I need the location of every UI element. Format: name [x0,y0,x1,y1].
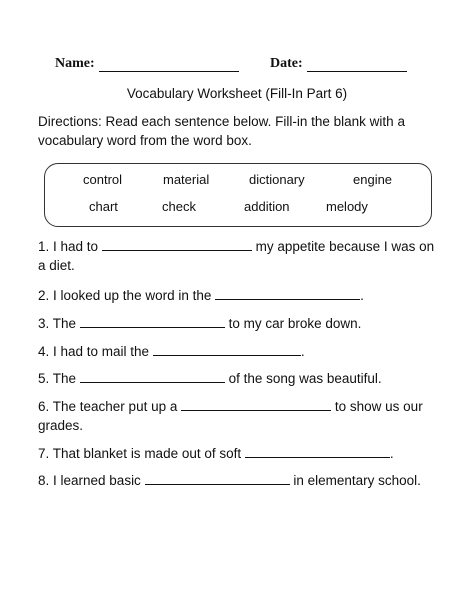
word-item: melody [326,199,368,214]
answer-blank[interactable] [181,398,331,411]
word-item: engine [353,172,393,187]
word-item: chart [89,199,118,214]
answer-blank[interactable] [80,370,225,383]
question-8: 8. I learned basic in elementary school. [38,473,421,488]
directions: Directions: Read each sentence below. Fill-in the blank with a vocabulary word from the word box. [38,114,405,148]
question-4: 4. I had to mail the . [38,344,305,359]
question-1: 1. I had to my appetite because I was on a diet. [38,239,435,273]
word-item: addition [244,199,290,214]
answer-blank[interactable] [102,238,252,251]
date-field [270,56,407,72]
name-blank[interactable] [99,58,239,72]
question-6: 6. The teacher put up a to show us our grades. [38,399,423,433]
question-5: 5. The of the song was beautiful. [38,371,382,386]
word-item: material [163,172,210,187]
date-label: Date: [270,56,303,71]
answer-blank[interactable] [145,472,290,485]
answer-blank[interactable] [215,287,360,300]
question-2: 2. I looked up the word in the . [38,288,364,303]
word-item: check [162,199,196,214]
answer-blank[interactable] [153,343,301,356]
answer-blank[interactable] [245,445,390,458]
name-field [55,56,239,72]
name-label: Name: [55,56,95,71]
word-box [44,163,432,227]
answer-blank[interactable] [80,315,225,328]
question-7: 7. That blanket is made out of soft . [38,446,394,461]
worksheet-title: Vocabulary Worksheet (Fill-In Part 6) [126,86,348,101]
question-3: 3. The to my car broke down. [38,316,362,331]
date-blank[interactable] [307,58,407,72]
word-item: control [83,172,123,187]
word-item: dictionary [249,172,305,187]
